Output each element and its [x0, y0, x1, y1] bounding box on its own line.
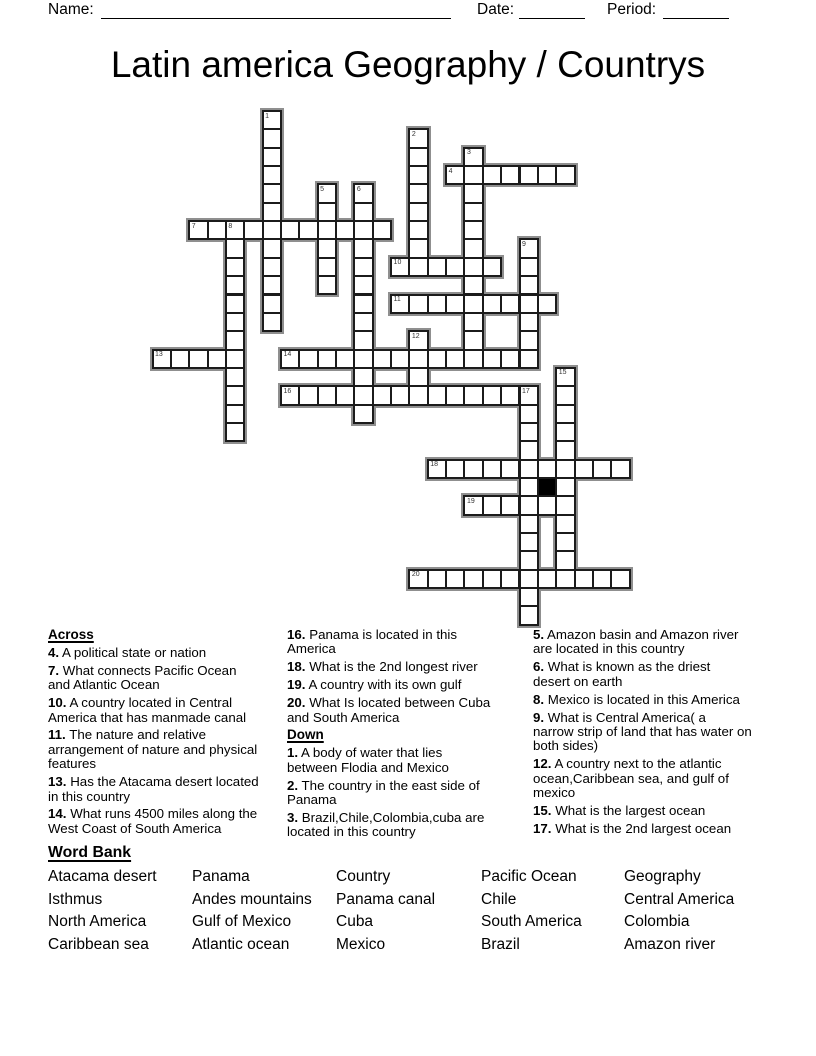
- word-bank-item: Country: [336, 868, 391, 885]
- grid-cell: [427, 294, 447, 314]
- grid-cell: [262, 275, 282, 295]
- grid-cell: [225, 422, 245, 442]
- clue-6: 6. What is known as the driest desert on earth: [533, 659, 711, 689]
- grid-cell: [519, 385, 539, 405]
- grid-cell: [353, 294, 373, 314]
- grid-cell: [225, 404, 245, 424]
- grid-cell-number: 9: [522, 240, 526, 248]
- grid-cell-number: 8: [228, 222, 233, 230]
- grid-cell-number: 1: [265, 112, 269, 120]
- grid-cell: [427, 349, 447, 369]
- word-bank: [48, 866, 788, 956]
- grid-cell: [519, 349, 539, 369]
- grid-cell: [555, 367, 575, 387]
- grid-cell-number: 5: [320, 185, 325, 193]
- grid-cell: [262, 110, 282, 130]
- word-bank-heading: Word Bank: [48, 844, 132, 861]
- grid-cell-number: 10: [393, 259, 402, 267]
- grid-cell: [445, 165, 465, 185]
- clue-18: 18. What is the 2nd longest river: [287, 659, 478, 675]
- word-bank-item: Amazon river: [624, 935, 716, 953]
- word-bank-item: Andes mountains: [192, 890, 312, 908]
- grid-cell: [482, 385, 502, 405]
- grid-cell: [317, 257, 337, 277]
- word-bank-item: Central America: [624, 890, 735, 908]
- word-bank-item: Pacific Ocean: [481, 868, 577, 885]
- grid-cell: [519, 238, 539, 258]
- grid-cell: [188, 349, 208, 369]
- grid-cell: [500, 495, 520, 515]
- grid-cell-number: 15: [558, 369, 567, 377]
- grid-cell: [262, 165, 282, 185]
- grid-cell: [298, 349, 318, 369]
- grid-cell: [482, 349, 502, 369]
- grid-cell: [390, 257, 410, 277]
- grid-cell: [408, 238, 428, 258]
- grid-cell: [555, 495, 575, 515]
- grid-cell: [225, 330, 245, 350]
- grid-cell: [408, 128, 428, 148]
- grid-cell: [262, 238, 282, 258]
- clue-19: 19. A country with its own gulf: [287, 677, 462, 693]
- clue-20: 20. What Is located between Cuba and South America: [287, 695, 491, 725]
- clue-7: 7. What connects Pacific Ocean and Atlantic Ocean: [48, 662, 237, 693]
- grid-cell: [335, 385, 355, 405]
- clue-column-2: [287, 628, 535, 843]
- grid-cell: [445, 257, 465, 277]
- grid-cell: [262, 257, 282, 277]
- grid-cell: [207, 349, 227, 369]
- grid-cell: [280, 385, 300, 405]
- clue-column-3: [533, 628, 793, 840]
- grid-cell: [225, 220, 245, 240]
- grid-cell: [298, 220, 318, 240]
- grid-cell: [519, 495, 539, 515]
- grid-cell: [353, 202, 373, 222]
- grid-cell-number: 16: [283, 387, 292, 395]
- clue-8: 8. Mexico is located in this America: [533, 691, 740, 707]
- name-label: Name:: [48, 1, 94, 18]
- grid-cell-number: 6: [356, 185, 361, 193]
- word-bank-item: Cuba: [336, 913, 374, 931]
- grid-cell: [317, 385, 337, 405]
- grid-cell: [152, 349, 172, 369]
- grid-cell: [463, 238, 483, 258]
- grid-cell: [592, 569, 612, 589]
- grid-cell-number: 7: [191, 222, 196, 230]
- grid-cell-number: 12: [411, 332, 420, 340]
- grid-cell: [262, 294, 282, 314]
- grid-cell: [317, 238, 337, 258]
- grid-cell: [482, 569, 502, 589]
- grid-cell: [463, 569, 483, 589]
- grid-cell: [519, 605, 539, 625]
- clue-5: 5. Amazon basin and Amazon river are located in this country: [533, 627, 739, 657]
- grid-cell: [353, 238, 373, 258]
- grid-cell: [610, 459, 630, 479]
- grid-cell: [353, 330, 373, 350]
- grid-cell: [280, 349, 300, 369]
- grid-cell: [555, 459, 575, 479]
- grid-cell-number: 14: [283, 351, 292, 359]
- grid-cell: [519, 532, 539, 552]
- grid-cell-number: 4: [448, 167, 453, 175]
- grid-cell: [555, 440, 575, 460]
- clue-column-1: [48, 628, 288, 840]
- clue-17: 17. What is the 2nd largest ocean: [533, 820, 732, 836]
- grid-cell: [372, 349, 392, 369]
- grid-cell: [390, 349, 410, 369]
- grid-cell: [463, 220, 483, 240]
- grid-cell: [555, 165, 575, 185]
- grid-cell-number: 20: [411, 571, 420, 579]
- word-bank-item: Panama canal: [336, 890, 436, 908]
- grid-cell: [463, 165, 483, 185]
- grid-cell: [170, 349, 190, 369]
- word-bank-item: Atacama desert: [48, 868, 157, 885]
- grid-cell: [482, 257, 502, 277]
- grid-cell: [445, 385, 465, 405]
- grid-cell: [519, 459, 539, 479]
- page-title: Latin america Geography / Countrys: [110, 44, 706, 85]
- grid-cell: [408, 569, 428, 589]
- grid-cell: [408, 294, 428, 314]
- grid-cell-number: 11: [393, 296, 401, 303]
- word-bank-item: Isthmus: [48, 890, 103, 908]
- grid-cell: [408, 385, 428, 405]
- grid-cell: [262, 183, 282, 203]
- grid-cell: [353, 349, 373, 369]
- grid-cell: [463, 330, 483, 350]
- clue-10: 10. A country located in Central America that has manmade canal: [48, 695, 247, 725]
- grid-cell: [500, 459, 520, 479]
- grid-cell: [555, 550, 575, 570]
- grid-cell: [262, 128, 282, 148]
- grid-cell: [555, 569, 575, 589]
- clue-1: 1. A body of water that lies between Flodia and Mexico: [287, 745, 449, 775]
- grid-cell: [500, 294, 520, 314]
- grid-cell: [317, 183, 337, 203]
- grid-cell: [335, 220, 355, 240]
- clue-9: 9. What is Central America( a narrow strip of land that has water on both sides): [533, 709, 752, 754]
- grid-cell: [225, 312, 245, 332]
- grid-cell: [243, 220, 263, 240]
- grid-cell: [225, 294, 245, 314]
- clue-2: 2. The country in the east side of Panama: [287, 777, 480, 808]
- grid-cell: [482, 165, 502, 185]
- grid-cell: [463, 294, 483, 314]
- grid-cell: [408, 367, 428, 387]
- grid-cell: [353, 183, 373, 203]
- grid-cell: [574, 459, 594, 479]
- grid-cell: [537, 165, 557, 185]
- grid-cell: [445, 459, 465, 479]
- grid-cell: [317, 202, 337, 222]
- grid-cell: [463, 202, 483, 222]
- grid-cell: [262, 147, 282, 167]
- grid-cell: [445, 294, 465, 314]
- grid-cell: [317, 220, 337, 240]
- grid-cell: [427, 569, 447, 589]
- grid-cell: [500, 385, 520, 405]
- grid-cell: [482, 294, 502, 314]
- grid-cell: [225, 238, 245, 258]
- grid-cell: [225, 349, 245, 369]
- grid-cell: [500, 569, 520, 589]
- clue-heading-down: Down: [287, 727, 324, 743]
- grid-cell: [298, 385, 318, 405]
- grid-cell: [537, 459, 557, 479]
- grid-cell: [372, 220, 392, 240]
- grid-cell: [592, 459, 612, 479]
- word-bank-item: Brazil: [481, 935, 520, 953]
- grid-cell: [537, 294, 557, 314]
- word-bank-item: Mexico: [336, 935, 386, 953]
- grid-cell: [519, 257, 539, 277]
- grid-cell: [519, 569, 539, 589]
- grid-cell: [463, 385, 483, 405]
- word-bank-item: Atlantic ocean: [192, 935, 290, 953]
- grid-cell: [519, 330, 539, 350]
- grid-cell-number: 13: [155, 351, 163, 359]
- grid-cell: [408, 257, 428, 277]
- grid-cell: [482, 495, 502, 515]
- grid-cell: [408, 165, 428, 185]
- grid-cell: [482, 459, 502, 479]
- grid-cell: [317, 349, 337, 369]
- grid-cell: [610, 569, 630, 589]
- word-bank-item: Chile: [481, 890, 517, 908]
- period-label: Period:: [607, 1, 657, 18]
- grid-cell: [519, 514, 539, 534]
- word-bank-item: Geography: [624, 868, 701, 885]
- grid-cell: [500, 165, 520, 185]
- grid-cell: [408, 220, 428, 240]
- grid-cell: [427, 385, 447, 405]
- grid-cell: [408, 147, 428, 167]
- clue-13: 13. Has the Atacama desert located in this country: [48, 774, 259, 804]
- grid-cell: [353, 385, 373, 405]
- grid-cell: [317, 275, 337, 295]
- grid-cell: [519, 440, 539, 460]
- grid-cell: [463, 495, 483, 515]
- grid-cell: [519, 165, 539, 185]
- word-bank-item: Panama: [192, 868, 250, 885]
- clue-16: 16. Panama is located in this America: [287, 627, 458, 657]
- grid-cell: [390, 294, 410, 314]
- grid-cell: [353, 367, 373, 387]
- grid-cell: [463, 183, 483, 203]
- grid-cell-number: 17: [522, 387, 530, 395]
- clue-12: 12. A country next to the atlantic ocean,Caribbean sea, and gulf of mexico: [533, 756, 729, 801]
- date-label: Date:: [477, 1, 515, 18]
- clue-4: 4. A political state or nation: [48, 644, 207, 660]
- grid-cell: [262, 202, 282, 222]
- grid-cell: [408, 202, 428, 222]
- grid-cell: [188, 220, 208, 240]
- grid-cell: [574, 569, 594, 589]
- grid-cell: [463, 147, 483, 167]
- grid-cell: [353, 312, 373, 332]
- word-bank-item: Caribbean sea: [48, 935, 149, 953]
- grid-cell: [445, 349, 465, 369]
- grid-cell: [207, 220, 227, 240]
- word-bank-item: Gulf of Mexico: [192, 913, 292, 931]
- grid-cell: [555, 477, 575, 497]
- grid-cell: [353, 275, 373, 295]
- grid-cell-number: 19: [466, 497, 475, 505]
- grid-cell: [335, 349, 355, 369]
- word-bank-item: South America: [481, 913, 582, 931]
- grid-cell: [390, 385, 410, 405]
- grid-cell: [537, 569, 557, 589]
- grid-cell: [225, 367, 245, 387]
- grid-cell: [445, 569, 465, 589]
- grid-cell: [262, 220, 282, 240]
- grid-cell: [262, 312, 282, 332]
- grid-cell-number: 18: [430, 461, 439, 469]
- grid-cell: [225, 275, 245, 295]
- grid-cell: [463, 275, 483, 295]
- grid-cell: [427, 459, 447, 479]
- grid-cell: [555, 404, 575, 424]
- clue-heading-across: Across: [48, 627, 94, 642]
- word-bank-item: North America: [48, 913, 147, 931]
- grid-cell: [408, 330, 428, 350]
- grid-cell-number: 3: [466, 149, 471, 157]
- grid-cell: [225, 257, 245, 277]
- grid-cell-number: 2: [411, 130, 416, 138]
- grid-cell: [427, 257, 447, 277]
- grid-cell: [519, 422, 539, 442]
- grid-cell: [500, 349, 520, 369]
- grid-cell: [519, 404, 539, 424]
- grid-cell: [519, 587, 539, 607]
- grid-cell: [280, 220, 300, 240]
- grid-cell: [519, 477, 539, 497]
- grid-cell: [519, 275, 539, 295]
- grid-cell: [519, 312, 539, 332]
- grid-cell: [353, 220, 373, 240]
- grid-cell: [463, 459, 483, 479]
- grid-cell: [372, 385, 392, 405]
- grid-cell: [537, 495, 557, 515]
- grid-cell-black: [537, 477, 557, 497]
- grid-cell: [408, 349, 428, 369]
- grid-cell: [519, 294, 539, 314]
- clue-15: 15. What is the largest ocean: [533, 802, 706, 818]
- grid-cell: [555, 385, 575, 405]
- grid-cell: [353, 404, 373, 424]
- grid-cell: [555, 532, 575, 552]
- grid-cell: [408, 183, 428, 203]
- clue-14: 14. What runs 4500 miles along the West Coast of South America: [48, 806, 258, 836]
- grid-cell: [555, 422, 575, 442]
- grid-cell: [353, 257, 373, 277]
- word-bank-item: Colombia: [624, 913, 690, 931]
- grid-cell: [463, 349, 483, 369]
- clue-3: 3. Brazil,Chile,Colombia,cuba are located in this country: [287, 809, 485, 840]
- grid-cell: [225, 385, 245, 405]
- grid-cell: [463, 257, 483, 277]
- grid-cell: [463, 312, 483, 332]
- clue-11: 11. The nature and relative arrangement of nature and physical features: [48, 727, 258, 772]
- grid-cell: [519, 550, 539, 570]
- grid-cell: [555, 514, 575, 534]
